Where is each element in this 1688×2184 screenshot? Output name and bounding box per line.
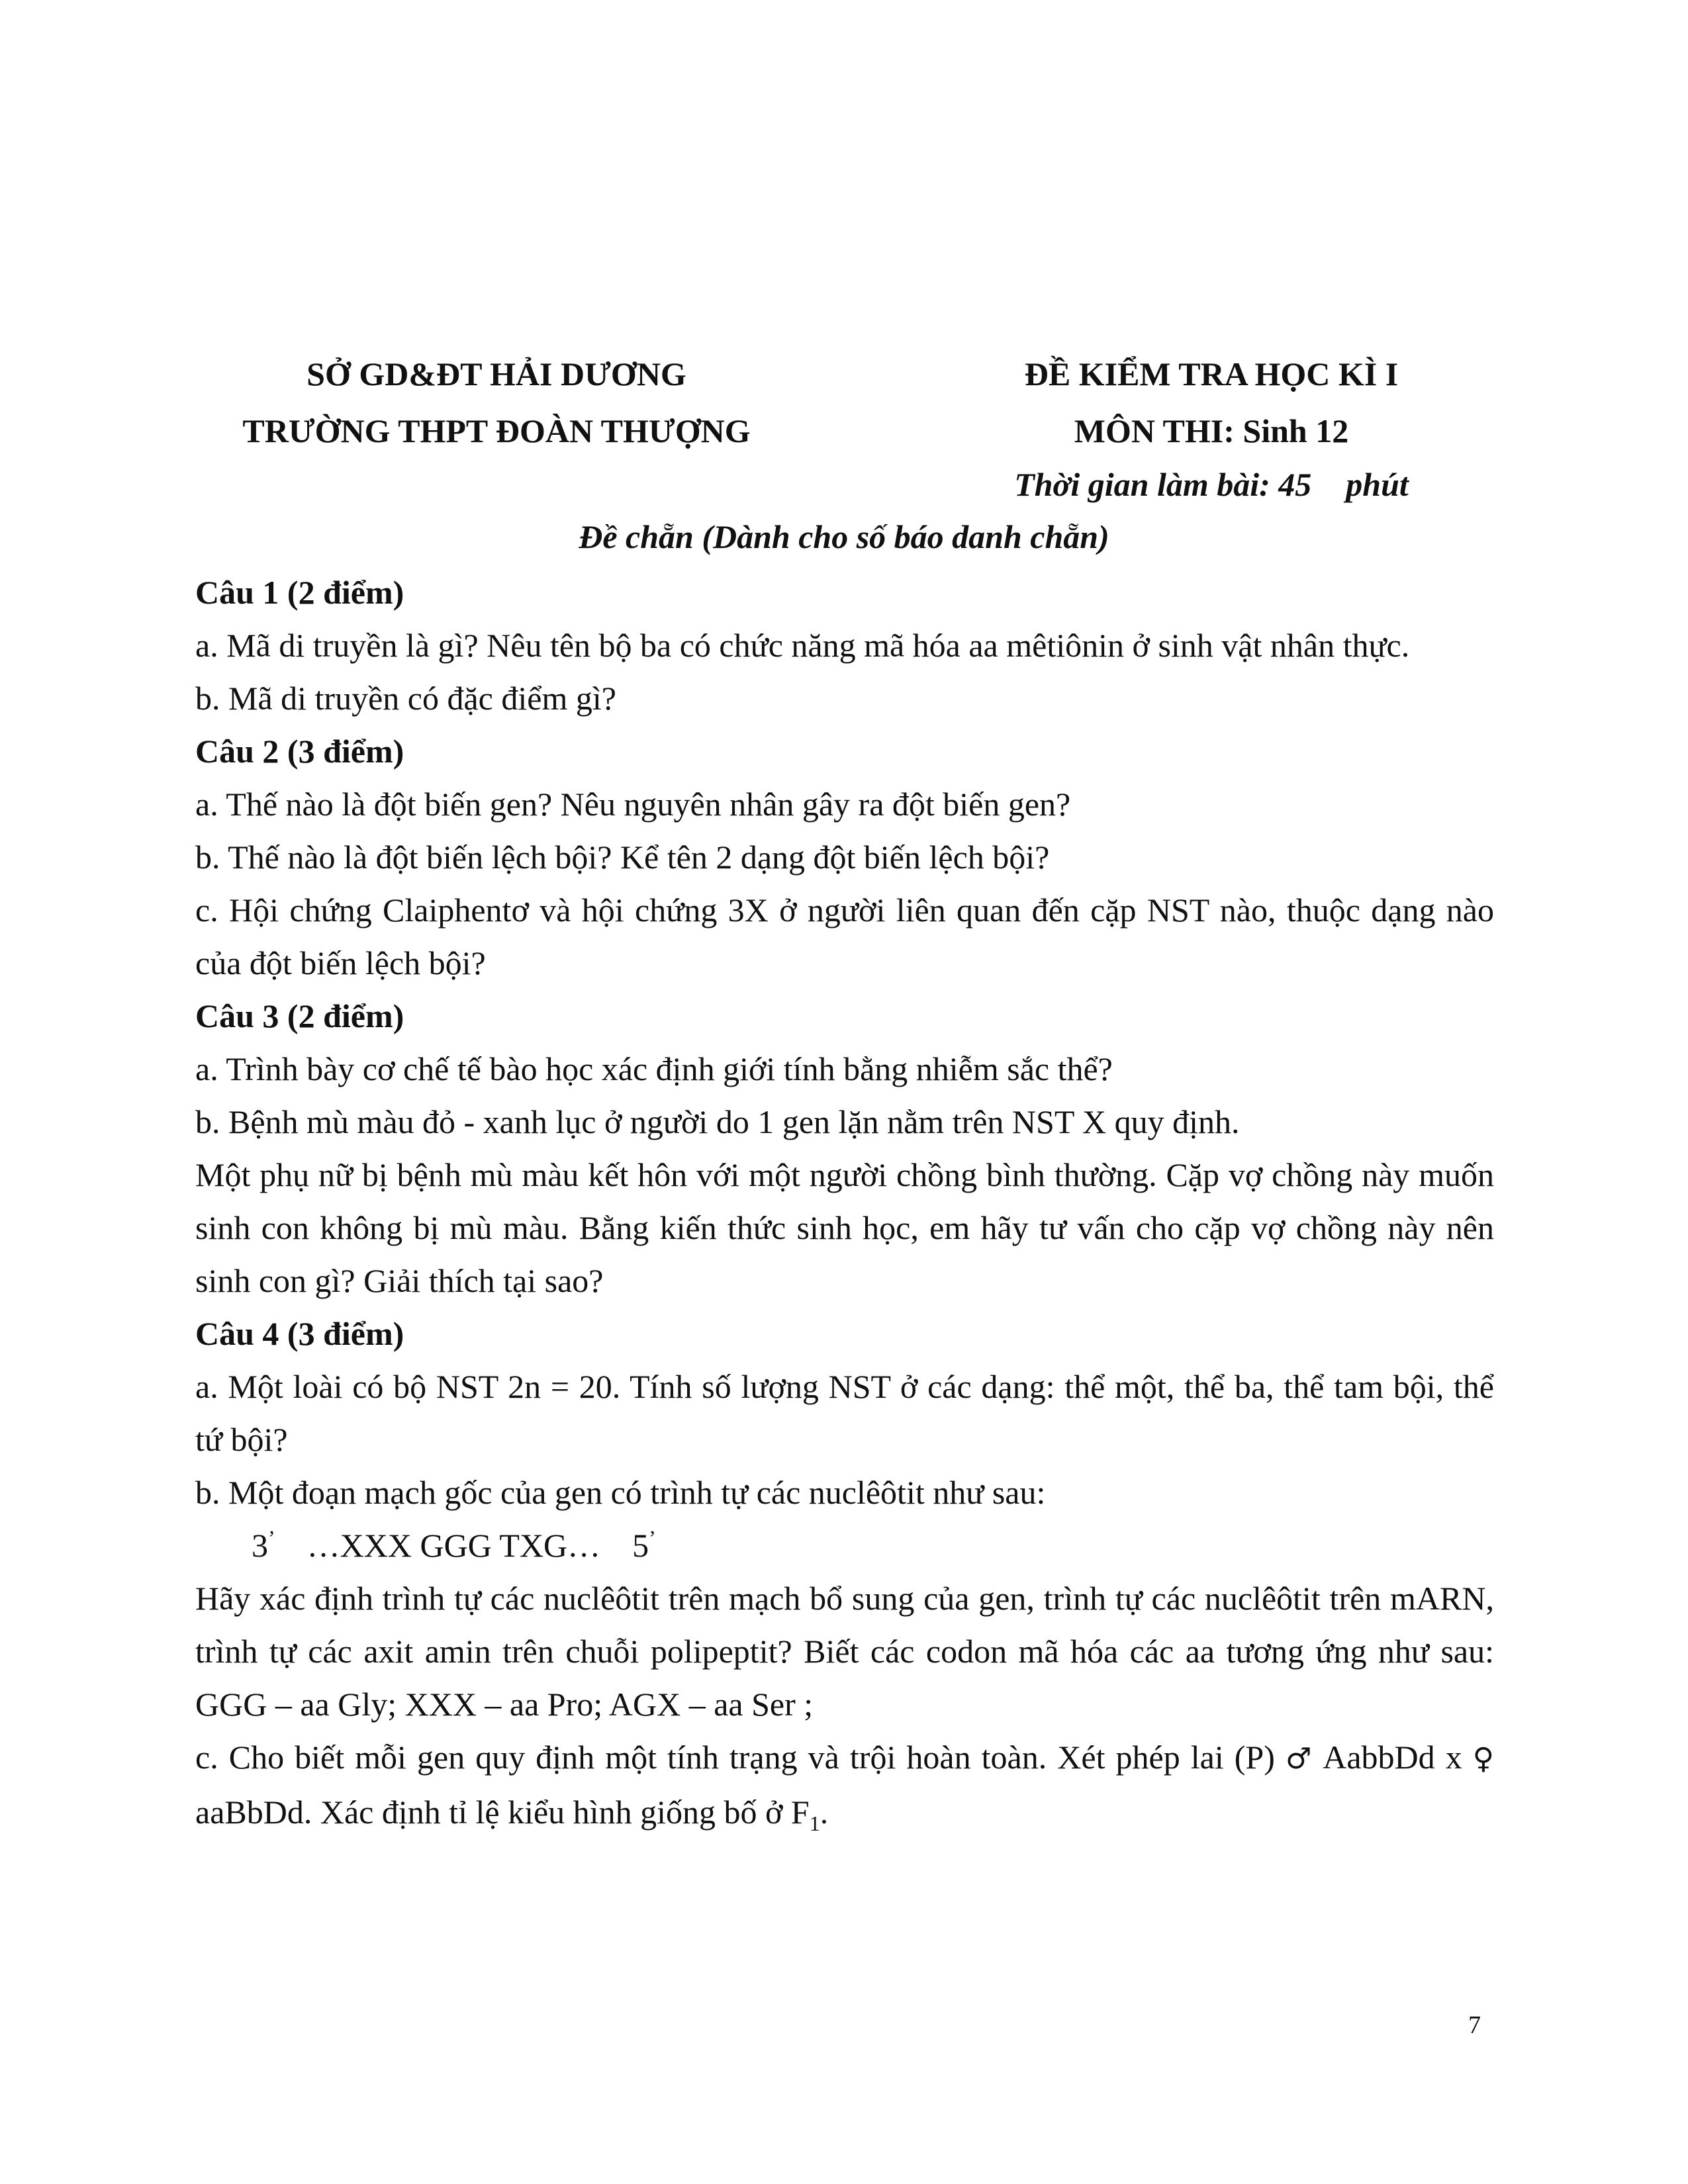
question-4-part-b-task: Hãy xác định trình tự các nuclêôtit trên mạch bổ sung của gen, trình tự các nuclêôtit trên mARN, trình tự các axit amin trên chuỗi polipeptit? Biết các codon mã hóa các aa tương ứng như sau: GGG – aa Gly; XXX – aa Pro; AGX – aa Ser ; xyxy=(195,1580,1494,1723)
sequence-body: …XXX GGG TXG… xyxy=(306,1527,601,1564)
question-3-title: Câu 3 (2 điểm) xyxy=(195,997,404,1034)
question-4-part-b: b. Một đoạn mạch gốc của gen có trình tự các nuclêôtit như sau: xyxy=(195,1474,1046,1511)
school-name: TRƯỜNG THPT ĐOÀN THƯỢNG xyxy=(242,412,751,449)
question-4-part-a: a. Một loài có bộ NST 2n = 20. Tính số lượng NST ở các dạng: thể một, thể ba, thể tam bội, thể tứ bội? xyxy=(195,1368,1494,1458)
question-4-part-c xyxy=(195,1731,1494,1839)
department-name: SỞ GD&ĐT HẢI DƯƠNG xyxy=(306,355,686,392)
sequence-start: 3 xyxy=(252,1527,268,1564)
question-2-title: Câu 2 (3 điểm) xyxy=(195,733,404,770)
exam-title: ĐỀ KIỂM TRA HỌC KÌ I xyxy=(1024,355,1399,392)
duration-unit: phút xyxy=(1346,466,1409,503)
question-1-part-a: a. Mã di truyền là gì? Nêu tên bộ ba có chức năng mã hóa aa mêtiônin ở sinh vật nhân thực. xyxy=(195,627,1410,664)
page-number: 7 xyxy=(1468,2011,1481,2039)
question-3-part-a: a. Trình bày cơ chế tế bào học xác định giới tính bằng nhiễm sắc thể? xyxy=(195,1050,1113,1087)
question-1-title: Câu 1 (2 điểm) xyxy=(195,574,404,611)
header-right xyxy=(953,345,1470,459)
question-2-part-c: c. Hội chứng Claiphentơ và hội chứng 3X ở người liên quan đến cặp NST nào, thuộc dạng nào của đột biến lệch bội? xyxy=(195,891,1494,981)
question-2-part-b: b. Thế nào là đột biến lệch bội? Kể tên 2 dạng đột biến lệch bội? xyxy=(195,839,1050,876)
sequence-end: 5 xyxy=(632,1527,649,1564)
question-2-part-a: a. Thế nào là đột biến gen? Nêu nguyên nhân gây ra đột biến gen? xyxy=(195,786,1071,823)
question-list xyxy=(195,566,1494,1839)
duration-label: Thời gian làm bài: 45 xyxy=(1014,466,1312,503)
header-left xyxy=(199,345,794,459)
exam-variant: Đề chẵn (Dành cho số báo danh chẵn) xyxy=(579,518,1109,555)
part-c-text-1: c. Cho biết mỗi gen quy định một tính trạng và trội hoàn toàn. Xét phép lai (P) xyxy=(195,1739,1275,1776)
part-c-end: . xyxy=(820,1794,829,1831)
question-3-paragraph: Một phụ nữ bị bệnh mù màu kết hôn với một người chồng bình thường. Cặp vợ chồng này muốn sinh con không bị mù màu. Bằng kiến thức sinh học, em hãy tư vấn cho cặp vợ chồng này nên sinh con gì? Giải thích tại sao? xyxy=(195,1156,1494,1299)
male-symbol-icon: ♂ xyxy=(1285,1742,1314,1776)
question-1-part-b: b. Mã di truyền có đặc điểm gì? xyxy=(195,680,616,717)
question-4-title: Câu 4 (3 điểm) xyxy=(195,1315,404,1352)
part-c-text-2: AabbDd x xyxy=(1323,1739,1462,1776)
dna-sequence xyxy=(195,1519,1494,1572)
exam-duration xyxy=(927,461,1496,508)
question-3-part-b: b. Bệnh mù màu đỏ - xanh lục ở người do 1 gen lặn nằm trên NST X quy định. xyxy=(195,1103,1240,1140)
sequence-end-mark: ’ xyxy=(649,1525,656,1550)
part-c-text-3: aaBbDd. Xác định tỉ lệ kiểu hình giống bố ở F xyxy=(195,1794,810,1831)
exam-subject: MÔN THI: Sinh 12 xyxy=(1074,412,1349,449)
sequence-start-mark: ’ xyxy=(268,1525,275,1550)
generation-subscript: 1 xyxy=(809,1811,820,1835)
female-symbol-icon: ♀ xyxy=(1472,1742,1495,1776)
